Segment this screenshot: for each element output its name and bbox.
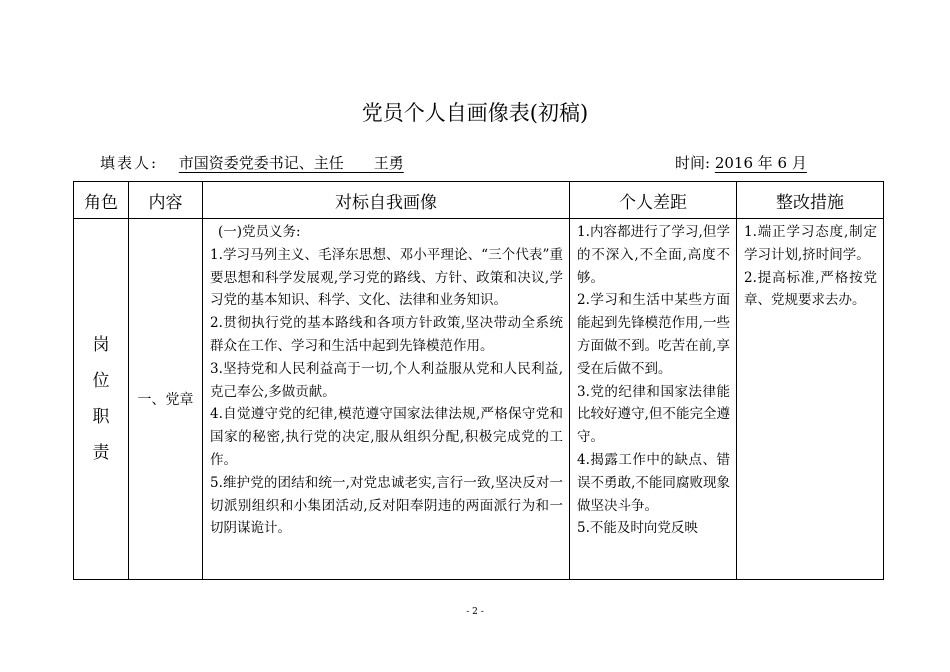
portrait-line: 3.坚持党和人民利益高于一切,个人利益服从党和人民利益,克己奉公,多做贡献。	[210, 360, 563, 400]
page-number: - 2 -	[466, 607, 484, 617]
portrait-line: 1.学习马列主义、毛泽东思想、邓小平理论、“三个代表”重要思想和科学发展观,学习党的路线、方针、政策和决议,学习党的基本知识、科学、文化、法律和业务知识。	[210, 246, 563, 309]
table-header-row	[74, 182, 884, 219]
time-label: 时间:	[675, 154, 711, 172]
header-measures: 整改措施	[737, 182, 884, 219]
role-cell	[74, 219, 129, 580]
gap-line: 3.党的纪律和国家法律能比较好遵守,但不能完全遵守。	[577, 383, 730, 446]
gap-line: 2.学习和生活中某些方面能起到先锋模范作用,一些方面做不到。吃苦在前,享受在后做不到。	[577, 292, 730, 377]
header-role: 角色	[74, 182, 129, 219]
portrait-line: 5.维护党的团结和统一,对党忠诚老实,言行一致,坚决反对一切派别组织和小集团活动,反对阳奉阴违的两面派行为和一切阴谋诡计。	[210, 474, 563, 537]
content-cell: 一、党章	[129, 219, 203, 580]
portrait-cell	[203, 219, 570, 580]
portrait-line: (一)党员义务:	[218, 224, 301, 240]
role-char: 位	[92, 371, 110, 391]
title-suffix: (初稿)	[529, 101, 589, 125]
title-main: 党员个人自画像表	[361, 101, 530, 125]
gap-line: 1.内容都进行了学习,但学的不深入,不全面,高度不够。	[577, 224, 730, 286]
role-char: 岗	[92, 335, 110, 355]
role-char: 责	[92, 443, 110, 463]
portrait-line: 4.自觉遵守党的纪律,模范遵守国家法律法规,严格保守党和国家的秘密,执行党的决定,服从组织分配,积极完成党的工作。	[210, 406, 563, 468]
table-row	[74, 219, 884, 580]
header-portrait: 对标自我画像	[203, 182, 570, 219]
time-value: 2016 年 6 月	[714, 154, 807, 172]
measure-line: 1.端正学习态度,制定学习计划,挤时间学。	[744, 224, 877, 263]
gap-line: 5.不能及时向党反映	[577, 520, 698, 537]
header-content: 内容	[129, 182, 203, 219]
self-portrait-table	[73, 181, 884, 580]
time-row	[675, 152, 807, 173]
measures-cell	[737, 219, 884, 580]
filler-label: 填表人:	[100, 154, 159, 172]
filler-row	[100, 152, 404, 173]
role-char: 职	[92, 407, 110, 427]
filler-value: 市国资委党委书记、主任 王勇	[178, 154, 404, 172]
header-gap: 个人差距	[570, 182, 737, 219]
measure-line: 2.提高标准,严格按党章、党规要求去办。	[744, 269, 877, 309]
role-text	[74, 327, 128, 471]
portrait-line: 2.贯彻执行党的基本路线和各项方针政策,坚决带动全系统群众在工作、学习和生活中起到先锋模范作用。	[210, 315, 563, 354]
gap-cell	[570, 219, 737, 580]
page-title	[0, 97, 950, 127]
gap-line: 4.揭露工作中的缺点、错误不勇敢,不能同腐败现象做坚决斗争。	[577, 451, 730, 514]
